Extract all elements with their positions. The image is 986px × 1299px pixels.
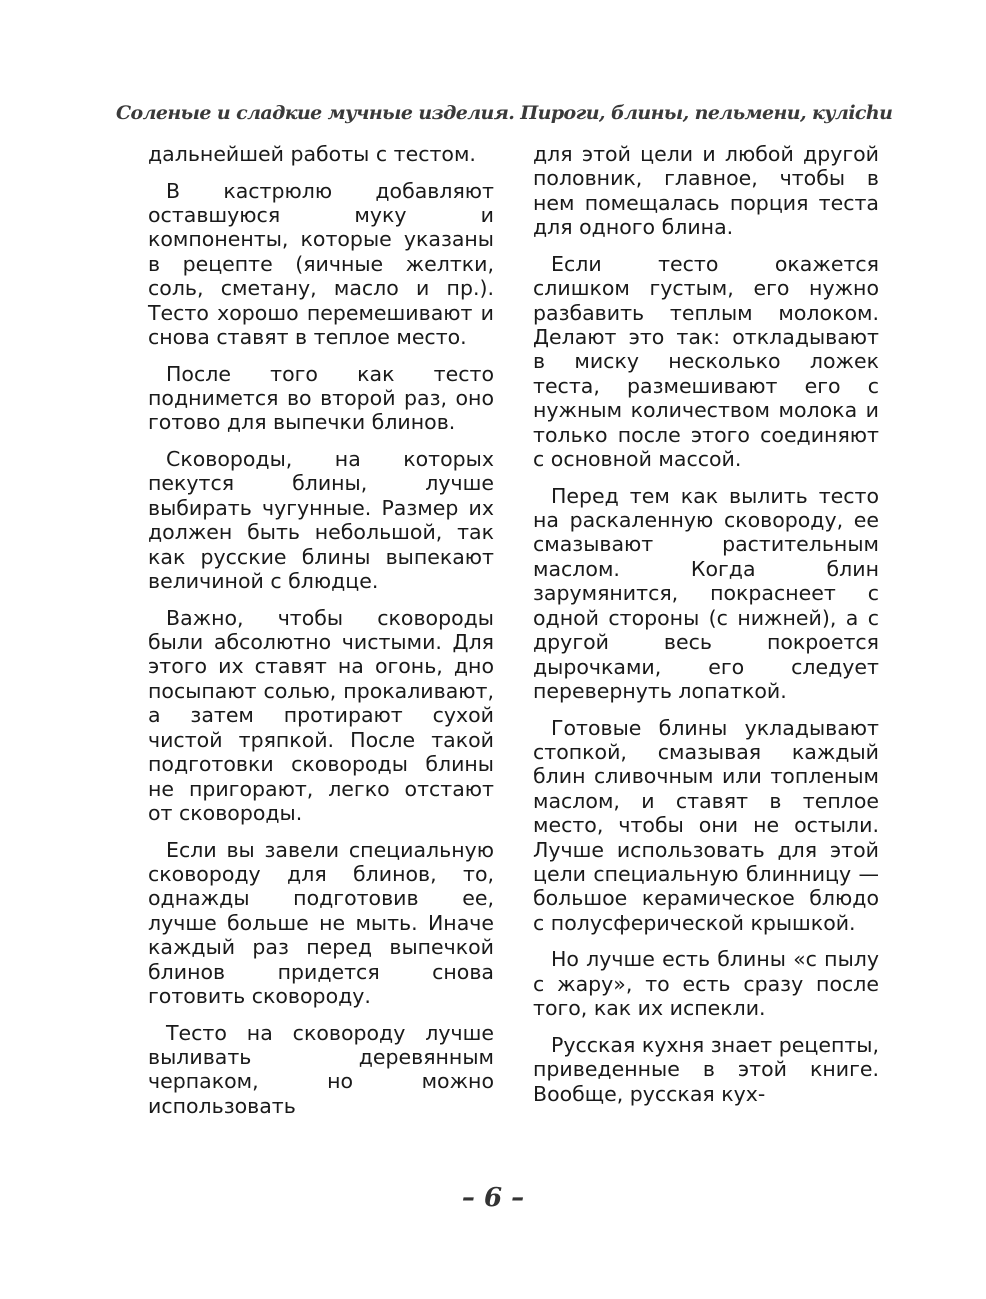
paragraph: Перед тем как вылить тесто на раскаленную сковороду, ее смазывают растительным маслом. Когда блин зарумянится, покраснеет с одной стороны (с нижней), а с другой весь покроется дырочками, его следует перевернуть лопаткой. — [533, 483, 879, 703]
paragraph: Готовые блины укладывают стопкой, смазывая каждый блин сливочным или топленым маслом, и ставят в теплое место, чтобы они не остыли. Лучше использовать для этой цели специальную блинницу — большое керамическое блюдо с полусферической крышкой. — [533, 715, 879, 935]
running-title: Соленые и сладкие мучные изделия. Пироги, блины, пельмени, кулichи — [116, 102, 893, 124]
paragraph: Русская кухня знает рецепты, приведенные в этой книге. Вообще, русская кух- — [533, 1032, 879, 1106]
paragraph: Сковороды, на которых пекутся блины, лучше выбирать чугунные. Размер их должен быть небольшой, так как русские блины выпекают величиной с блюдце. — [148, 447, 494, 594]
page-number: – 6 – — [461, 1183, 525, 1213]
paragraph: Важно, чтобы сковороды были абсолютно чистыми. Для этого их ставят на огонь, дно посыпают солью, прокаливают, а затем протирают сухой чистой тряпкой. После такой подготовки сковороды блины не пригорают, легко отстают от сковороды. — [148, 605, 494, 825]
paragraph: Если вы завели специальную сковороду для блинов, то, однажды подготовив ее, лучше больше не мыть. Иначе каждый раз перед выпечкой блинов придется снова готовить сковороду. — [148, 837, 494, 1008]
right-column — [533, 142, 879, 1118]
paragraph: В кастрюлю добавляют оставшуюся муку и компоненты, которые указаны в рецепте (яичные желтки, соль, сметану, масло и пр.). Тесто хорошо перемешивают и снова ставят в теплое место. — [148, 178, 494, 350]
paragraph: Если тесто окажется слишком густым, его нужно разбавить теплым молоком. Делают это так: откладывают в миску несколько ложек теста, размешивают его с нужным количеством молока и только после этого соединяют с основной массой. — [533, 251, 879, 472]
paragraph: для этой цели и любой другой половник, главное, чтобы в нем помещалась порция теста для одного блина. — [533, 142, 879, 240]
paragraph: Тесто на сковороду лучше выливать деревянным черпаком, но можно использовать — [148, 1020, 494, 1118]
paragraph: дальнейшей работы с тестом. — [148, 142, 476, 166]
left-column — [148, 142, 494, 1130]
paragraph: Но лучше есть блины «с пылу с жару», то есть сразу после того, как их испекли. — [533, 947, 879, 1021]
paragraph: После того как тесто поднимется во второй раз, оно готово для выпечки блинов. — [148, 361, 494, 435]
